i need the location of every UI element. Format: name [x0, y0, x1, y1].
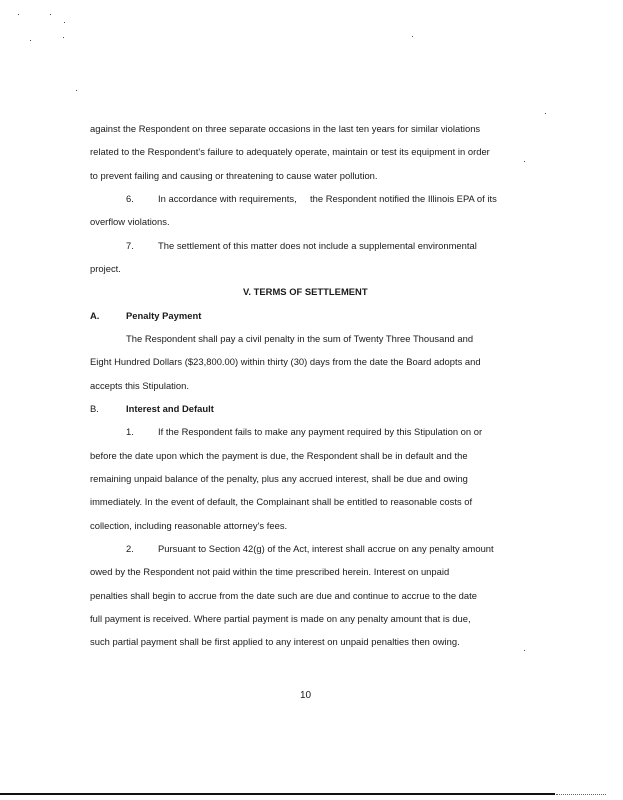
- body-line: The Respondent shall pay a civil penalty in the sum of Twenty Three Thousand and: [126, 333, 474, 344]
- body-line: full payment is received. Where partial payment is made on any penalty amount that is due,: [90, 613, 471, 624]
- body-line: such partial payment shall be first applied to any interest on unpaid penalties then owing.: [90, 636, 460, 647]
- body-line: Eight Hundred Dollars ($23,800.00) within thirty (30) days from the date the Board adopts and: [90, 356, 481, 367]
- body-line: immediately. In the event of default, the Complainant shall be entitled to reasonable costs of: [90, 496, 473, 507]
- scan-speck: [50, 14, 51, 15]
- scan-speck: [76, 90, 77, 91]
- paragraph-number: 7.: [126, 240, 134, 251]
- scan-speck: [524, 650, 525, 651]
- body-line: project.: [90, 263, 121, 274]
- body-line: remaining unpaid balance of the penalty, plus any accrued interest, shall be due and owing: [90, 473, 468, 484]
- paragraph-text: The settlement of this matter does not include a supplemental environmental: [158, 240, 477, 251]
- body-line: collection, including reasonable attorney's fees.: [90, 520, 288, 531]
- scan-speck: [18, 14, 19, 15]
- body-line: overflow violations.: [90, 216, 170, 227]
- item-text: If the Respondent fails to make any payment required by this Stipulation on or: [158, 426, 483, 437]
- body-line: owed by the Respondent not paid within the time prescribed herein. Interest on unpaid: [90, 566, 450, 577]
- item-number: 2.: [126, 543, 134, 554]
- subsection-letter: A.: [90, 310, 100, 321]
- body-line: against the Respondent on three separate occasions in the last ten years for similar violations: [90, 123, 481, 134]
- page-number: 10: [300, 690, 312, 701]
- scan-speck: [412, 36, 413, 37]
- scan-edge-line: [0, 793, 555, 795]
- body-line: related to the Respondent's failure to adequately operate, maintain or test its equipment in order: [90, 146, 490, 157]
- paragraph-text: the Respondent notified the Illinois EPA of its: [310, 193, 497, 204]
- body-line: before the date upon which the payment is due, the Respondent shall be in default and the: [90, 450, 468, 461]
- item-number: 1.: [126, 426, 134, 437]
- body-line: penalties shall begin to accrue from the date such are due and continue to accrue to the date: [90, 590, 478, 601]
- scan-speck: [524, 161, 525, 162]
- paragraph-number: 6.: [126, 193, 134, 204]
- body-line: to prevent failing and causing or threatening to cause water pollution.: [90, 170, 378, 181]
- subsection-a-heading: [90, 310, 202, 321]
- section-heading: V. TERMS OF SETTLEMENT: [243, 286, 368, 297]
- scan-speck: [545, 113, 546, 114]
- subsection-letter: B.: [90, 403, 99, 414]
- scan-speck: [63, 37, 64, 38]
- item-text: Pursuant to Section 42(g) of the Act, interest shall accrue on any penalty amount: [158, 543, 494, 554]
- subsection-title: Penalty Payment: [126, 310, 202, 321]
- scan-speck: [64, 22, 65, 23]
- subsection-b-heading: [90, 403, 214, 414]
- subsection-title: Interest and Default: [126, 403, 214, 414]
- scan-edge-dots: [556, 794, 606, 795]
- scan-speck: [30, 40, 31, 41]
- paragraph-lead: In accordance with requirements,: [158, 193, 297, 204]
- body-line: accepts this Stipulation.: [90, 380, 189, 391]
